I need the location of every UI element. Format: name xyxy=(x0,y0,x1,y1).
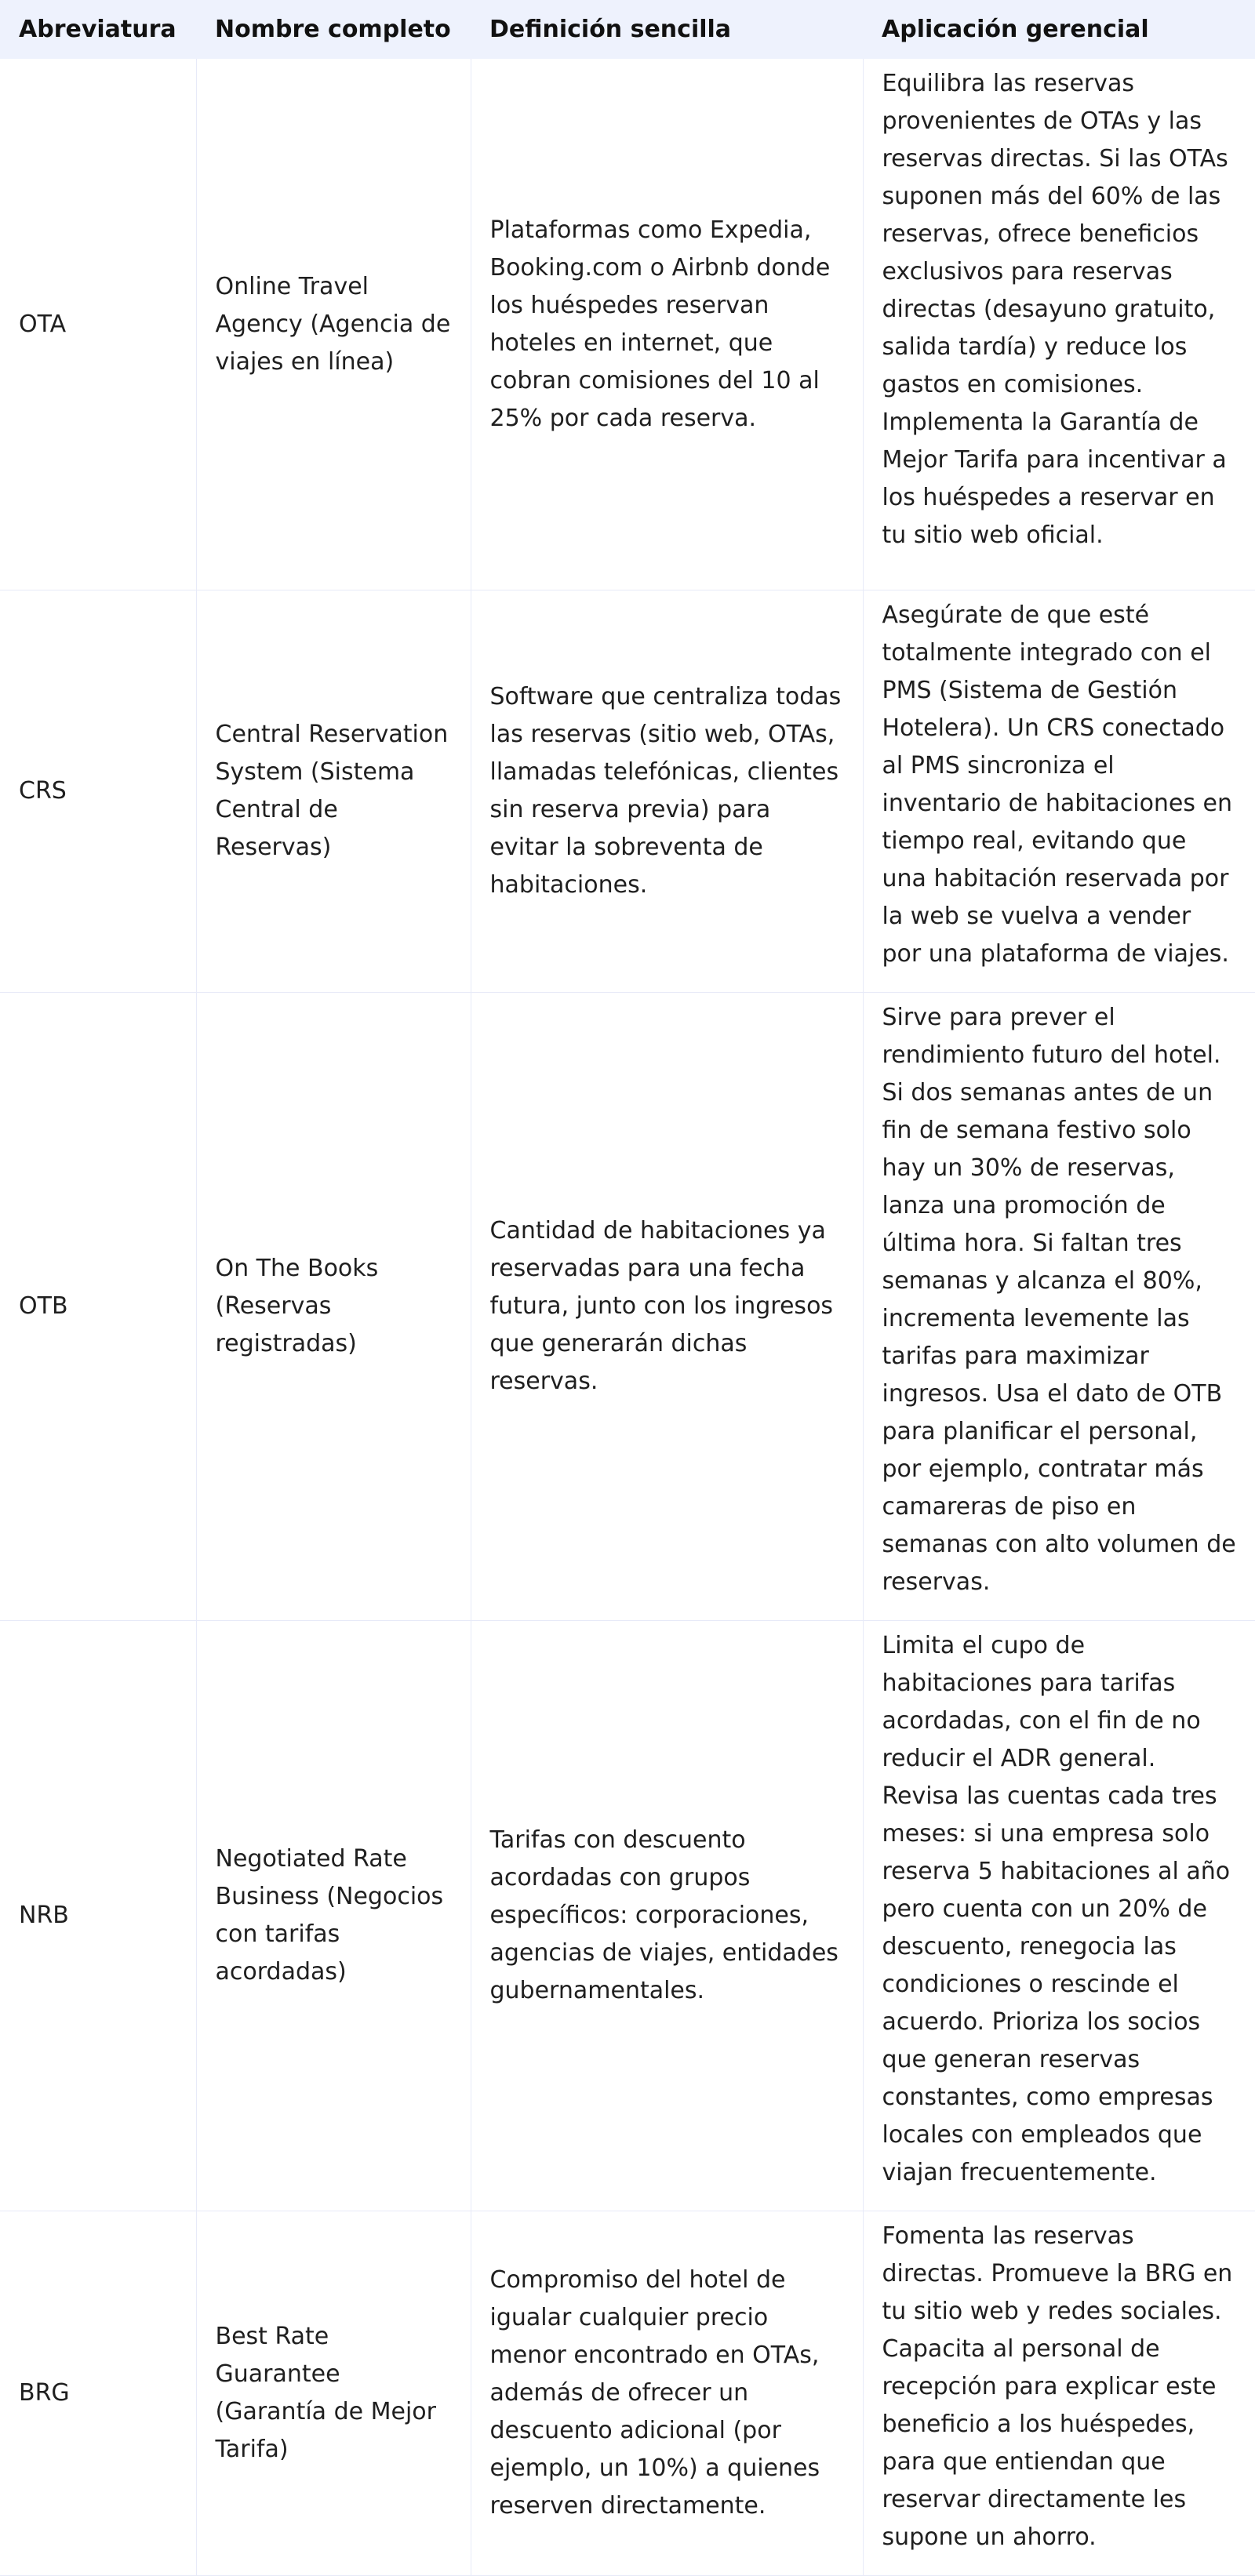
cell-abbreviation: OTB xyxy=(0,993,196,1621)
cell-application: Fomenta las reservas directas. Promueve la BRG en tu sitio web y redes sociales. Capacita al personal de recepción para explicar este beneficio a los huéspedes, para que entiendan que reservar directamente les supone un ahorro. xyxy=(863,2211,1255,2576)
cell-full-name: Negotiated Rate Business (Negocios con tarifas acordadas) xyxy=(196,1621,471,2211)
cell-definition: Compromiso del hotel de igualar cualquier precio menor encontrado en OTAs, además de ofrecer un descuento adicional (por ejemplo, un 10%) a quienes reserven directamente. xyxy=(471,2211,863,2576)
table-row xyxy=(0,993,1255,1621)
header-definition: Definición sencilla xyxy=(471,0,863,59)
cell-definition: Cantidad de habitaciones ya reservadas para una fecha futura, junto con los ingresos que generarán dichas reservas. xyxy=(471,993,863,1621)
cell-application: Equilibra las reservas provenientes de OTAs y las reservas directas. Si las OTAs suponen más del 60% de las reservas, ofrece beneficios exclusivos para reservas directas (desayuno gratuito, salida tardía) y reduce los gastos en comisiones. Implementa la Garantía de Mejor Tarifa para incentivar a los huéspedes a reservar en tu sitio web oficial. xyxy=(863,59,1255,590)
cell-abbreviation: CRS xyxy=(0,590,196,993)
cell-application: Sirve para prever el rendimiento futuro del hotel. Si dos semanas antes de un fin de semana festivo solo hay un 30% de reservas, lanza una promoción de última hora. Si faltan tres semanas y alcanza el 80%, incrementa levemente las tarifas para maximizar ingresos. Usa el dato de OTB para planificar el personal, por ejemplo, contratar más camareras de piso en semanas con alto volumen de reservas. xyxy=(863,993,1255,1621)
cell-abbreviation: BRG xyxy=(0,2211,196,2576)
table-row xyxy=(0,2211,1255,2576)
header-row xyxy=(0,0,1255,59)
cell-full-name: Online Travel Agency (Agencia de viajes en línea) xyxy=(196,59,471,590)
table-row xyxy=(0,59,1255,590)
cell-full-name: Central Reservation System (Sistema Central de Reservas) xyxy=(196,590,471,993)
cell-application: Asegúrate de que esté totalmente integrado con el PMS (Sistema de Gestión Hotelera). Un CRS conectado al PMS sincroniza el inventario de habitaciones en tiempo real, evitando que una habitación reservada por la web se vuelva a vender por una plataforma de viajes. xyxy=(863,590,1255,993)
cell-application: Limita el cupo de habitaciones para tarifas acordadas, con el fin de no reducir el ADR general. Revisa las cuentas cada tres meses: si una empresa solo reserva 5 habitaciones al año pero cuenta con un 20% de descuento, renegocia las condiciones o rescinde el acuerdo. Prioriza los socios que generan reservas constantes, como empresas locales con empleados que viajan frecuentemente. xyxy=(863,1621,1255,2211)
cell-full-name: Best Rate Guarantee (Garantía de Mejor Tarifa) xyxy=(196,2211,471,2576)
cell-definition: Tarifas con descuento acordadas con grupos específicos: corporaciones, agencias de viajes, entidades gubernamentales. xyxy=(471,1621,863,2211)
cell-abbreviation: NRB xyxy=(0,1621,196,2211)
cell-definition: Software que centraliza todas las reservas (sitio web, OTAs, llamadas telefónicas, clientes sin reserva previa) para evitar la sobreventa de habitaciones. xyxy=(471,590,863,993)
table-row xyxy=(0,1621,1255,2211)
cell-abbreviation: OTA xyxy=(0,59,196,590)
header-full-name: Nombre completo xyxy=(196,0,471,59)
table-header xyxy=(0,0,1255,59)
header-application: Aplicación gerencial xyxy=(863,0,1255,59)
table-row xyxy=(0,590,1255,993)
cell-definition: Plataformas como Expedia, Booking.com o Airbnb donde los huéspedes reservan hoteles en internet, que cobran comisiones del 10 al 25% por cada reserva. xyxy=(471,59,863,590)
header-abbreviation: Abreviatura xyxy=(0,0,196,59)
cell-full-name: On The Books (Reservas registradas) xyxy=(196,993,471,1621)
table-body xyxy=(0,59,1255,2576)
